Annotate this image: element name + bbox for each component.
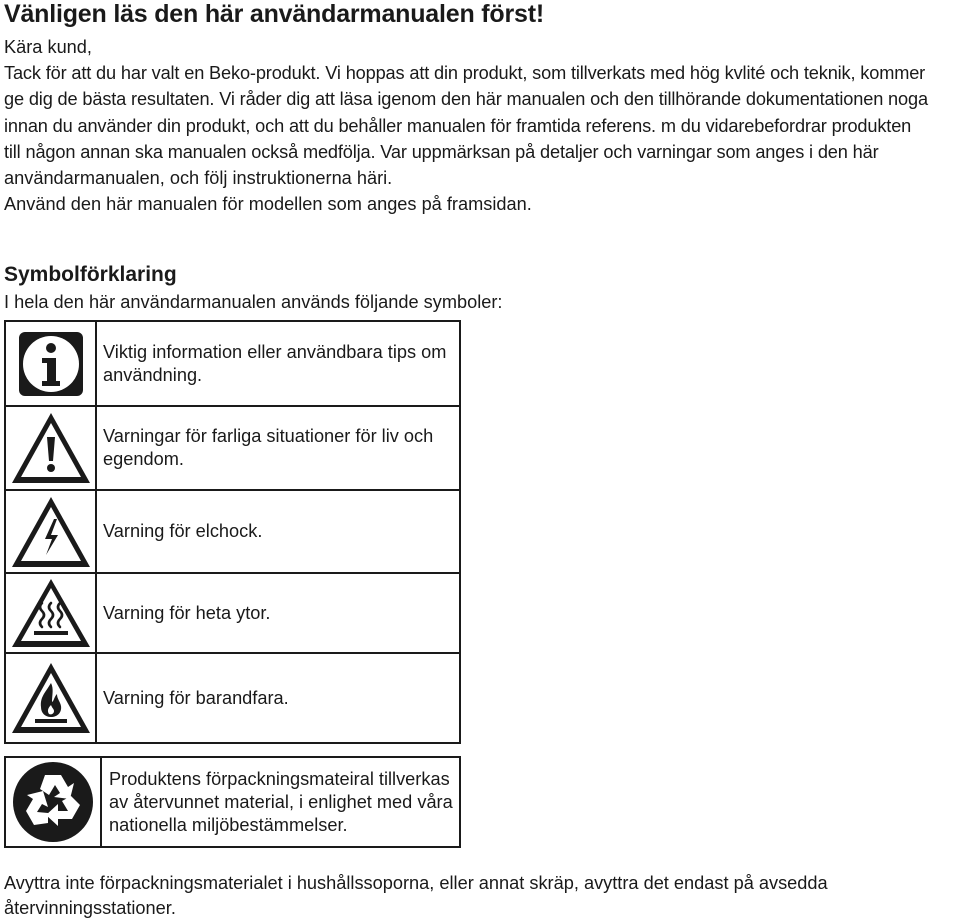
fire-hazard-icon <box>10 661 92 735</box>
symbol-row-electric <box>6 491 459 574</box>
symbol-text-line: Varning för elchock. <box>103 521 263 541</box>
intro-line: användarmanualen, och följ instruktionerna häri. <box>4 168 393 189</box>
disposal-note-line: Avyttra inte förpackningsmaterialet i hushållssoporna, eller annat skräp, avyttra det endast på avsedda <box>4 873 828 893</box>
recycle-text-line: nationella miljöbestämmelser. <box>109 814 348 835</box>
recycle-icon-cell <box>6 758 102 846</box>
intro-greeting: Kära kund, <box>4 37 92 57</box>
symbol-description <box>103 407 451 489</box>
recycle-icon <box>12 761 94 843</box>
recycle-text-line: av återvunnet material, i enlighet med våra <box>109 791 453 812</box>
symbol-row-info <box>6 322 459 407</box>
intro-text <box>4 34 954 217</box>
symbol-text-line: egendom. <box>103 449 184 469</box>
symbol-text-line: Varningar för farliga situationer för liv och <box>103 426 434 446</box>
symbol-row-fire <box>6 654 459 742</box>
symbols-table <box>4 320 461 744</box>
symbol-text-line: Varning för barandfara. <box>103 687 289 708</box>
symbol-icon-cell <box>6 574 97 652</box>
recycle-description <box>109 758 453 846</box>
symbol-row-hot <box>6 574 459 654</box>
intro-line: Tack för att du har valt en Beko-produkt. Vi hoppas att din produkt, som tillverkats med hög kvlité och teknik, kommer <box>4 63 926 84</box>
page-title: Vänligen läs den här användarmanualen först! <box>4 0 544 28</box>
symbol-text-line: Viktig information eller användbara tips om <box>103 341 447 362</box>
symbol-description <box>103 491 451 572</box>
symbols-intro: I hela den här användarmanualen används följande symboler: <box>4 292 503 312</box>
disposal-note <box>4 871 954 921</box>
recycle-info-box <box>4 756 461 848</box>
symbol-description <box>103 322 451 405</box>
disposal-note-line: återvinningsstationer. <box>4 898 176 918</box>
symbol-text-line: användning. <box>103 364 203 385</box>
hot-surface-icon <box>10 577 92 649</box>
electric-shock-icon <box>10 495 92 569</box>
intro-line: innan du använder din produkt, och att du behåller manualen för framtida referens. m du vidarebefordrar produkten <box>4 115 912 136</box>
symbols-heading: Symbolförklaring <box>4 263 177 286</box>
symbol-text-line: Varning för heta ytor. <box>103 602 271 623</box>
warning-exclamation-icon <box>10 411 92 485</box>
symbol-icon-cell <box>6 654 97 742</box>
symbol-icon-cell <box>6 322 97 405</box>
symbol-row-warning <box>6 407 459 491</box>
intro-line: Använd den här manualen för modellen som anges på framsidan. <box>4 194 532 215</box>
symbol-description <box>103 654 451 742</box>
info-icon <box>18 331 84 397</box>
symbol-description <box>103 574 451 652</box>
intro-line: till någon annan ska manualen också medfölja. Var uppmärksan på detaljer och varningar som anges i den här <box>4 141 879 162</box>
intro-line: ge dig de bästa resultaten. Vi råder dig att läsa igenom den här manualen och den tillhörande dokumentationen noga <box>4 89 928 110</box>
symbol-icon-cell <box>6 491 97 572</box>
symbol-icon-cell <box>6 407 97 489</box>
recycle-text-line: Produktens förpackningsmateiral tillverkas <box>109 768 450 789</box>
